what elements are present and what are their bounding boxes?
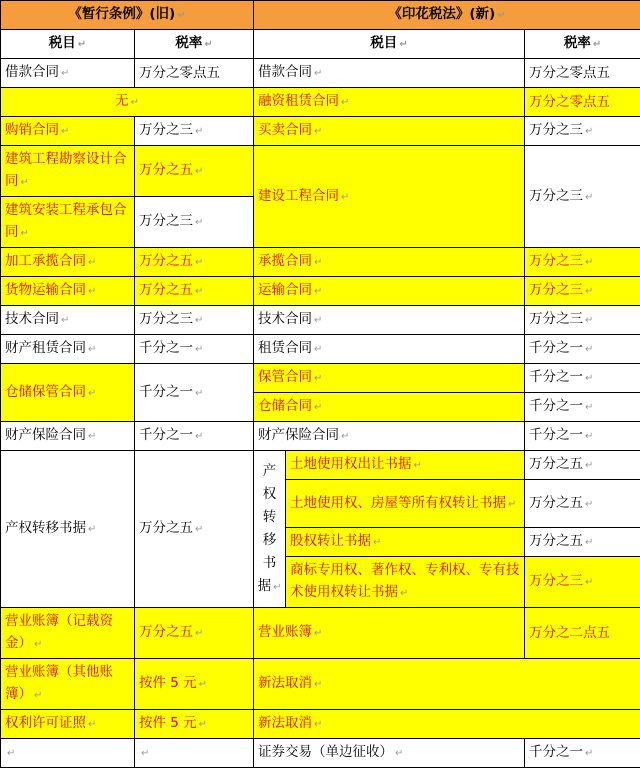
- old-rate-cell: 按件 5 元 ↵: [135, 659, 254, 710]
- new-rate-cell: 万分之二点五: [525, 608, 640, 659]
- new-item-cell: 证券交易（单边征收） ↵: [254, 739, 525, 768]
- old-rate-header: 税率 ↵: [135, 30, 254, 59]
- old-rate-cell: 万分之三 ↵: [135, 197, 254, 248]
- old-rate-cell: 万分之五 ↵: [135, 277, 254, 306]
- old-law-title: 《暂行条例》(旧) ↵: [1, 1, 254, 30]
- table-row: [1, 88, 640, 117]
- new-item-cell: 运输合同 ↵: [254, 277, 525, 306]
- old-rate-cell: 千分之一 ↵: [135, 335, 254, 364]
- table-row: [1, 659, 640, 710]
- old-rate-cell: 万分之三 ↵: [135, 117, 254, 146]
- new-item-cell: 融资租赁合同 ↵: [254, 88, 525, 117]
- old-item-cell: 仓储保管合同 ↵: [1, 364, 135, 422]
- column-header-row: [1, 30, 640, 59]
- new-rate-cell: 万分之三 ↵: [525, 306, 640, 335]
- old-rate-cell: 万分之零点五: [135, 59, 254, 88]
- old-item-cell: 借款合同 ↵: [1, 59, 135, 88]
- old-rate-cell: 千分之一 ↵: [135, 364, 254, 422]
- old-item-cell: 技术合同 ↵: [1, 306, 135, 335]
- new-item-cell: 借款合同 ↵: [254, 59, 525, 88]
- old-item-cell: 权利许可证照 ↵: [1, 710, 135, 739]
- table-row: [1, 117, 640, 146]
- table-row: [1, 451, 640, 480]
- old-item-cell: 货物运输合同 ↵: [1, 277, 135, 306]
- old-item-cell: 购销合同 ↵: [1, 117, 135, 146]
- new-rate-cell: 万分之三 ↵: [525, 117, 640, 146]
- new-item-cell: 新法取消 ↵: [254, 710, 640, 739]
- table-row: [1, 146, 640, 197]
- new-item-cell: 仓储合同 ↵: [254, 393, 525, 422]
- new-item-cell: 股权转让书据 ↵: [286, 528, 525, 557]
- old-item-cell: 产权转移书据 ↵: [1, 451, 135, 608]
- new-rate-cell: 千分之一 ↵: [525, 422, 640, 451]
- old-item-cell: 财产租赁合同 ↵: [1, 335, 135, 364]
- new-rate-cell: 万分之三 ↵: [525, 557, 640, 608]
- table-row: [1, 248, 640, 277]
- old-item-cell: 加工承揽合同 ↵: [1, 248, 135, 277]
- old-item-cell: 建筑安装工程承包合同 ↵: [1, 197, 135, 248]
- old-rate-cell: 千分之一 ↵: [135, 422, 254, 451]
- new-rate-cell: 千分之一 ↵: [525, 364, 640, 393]
- new-item-cell: 租赁合同 ↵: [254, 335, 525, 364]
- new-item-cell: 建设工程合同 ↵: [254, 146, 525, 248]
- table-row: [1, 739, 640, 768]
- old-rate-cell: ↵: [135, 739, 254, 768]
- new-item-cell: 财产保险合同 ↵: [254, 422, 525, 451]
- new-rate-cell: 千分之一 ↵: [525, 335, 640, 364]
- property-transfer-group-label: 产 权 转 移 书 据 ↵: [254, 451, 286, 608]
- table-row: [1, 364, 640, 393]
- table-row: [1, 710, 640, 739]
- old-rate-cell: 按件 5 元 ↵: [135, 710, 254, 739]
- new-item-cell: 土地使用权、房屋等所有权转让书据 ↵: [286, 480, 525, 528]
- old-item-cell: 财产保险合同 ↵: [1, 422, 135, 451]
- new-item-cell: 保管合同 ↵: [254, 364, 525, 393]
- old-item-header: 税目 ↵: [1, 30, 135, 59]
- old-rate-cell: 万分之三 ↵: [135, 306, 254, 335]
- title-row: [1, 1, 640, 30]
- new-rate-cell: 万分之零点五: [525, 88, 640, 117]
- old-item-cell: ↵: [1, 739, 135, 768]
- table-row: [1, 306, 640, 335]
- new-item-cell: 技术合同 ↵: [254, 306, 525, 335]
- table-row: [1, 59, 640, 88]
- old-rate-cell: 万分之五 ↵: [135, 608, 254, 659]
- new-item-cell: 商标专用权、著作权、专利权、专有技术使用权转让书据 ↵: [286, 557, 525, 608]
- old-item-cell: 建筑工程勘察设计合同 ↵: [1, 146, 135, 197]
- new-rate-cell: 万分之五 ↵: [525, 480, 640, 528]
- old-rate-cell: 万分之五 ↵: [135, 146, 254, 197]
- table-row: [1, 422, 640, 451]
- new-law-title: 《印花税法》(新) ↵: [254, 1, 640, 30]
- new-item-cell: 承揽合同 ↵: [254, 248, 525, 277]
- new-rate-cell: 万分之五 ↵: [525, 451, 640, 480]
- new-rate-header: 税率 ↵: [525, 30, 640, 59]
- old-item-cell: 营业账簿（记载资金） ↵: [1, 608, 135, 659]
- new-rate-cell: 千分之一 ↵: [525, 739, 640, 768]
- new-rate-cell: 万分之五 ↵: [525, 528, 640, 557]
- new-item-cell: 买卖合同 ↵: [254, 117, 525, 146]
- new-item-cell: 营业账簿 ↵: [254, 608, 525, 659]
- new-rate-cell: 万分之三 ↵: [525, 248, 640, 277]
- new-rate-cell: 万分之三 ↵: [525, 277, 640, 306]
- table-row: [1, 608, 640, 659]
- old-rate-cell: 万分之五 ↵: [135, 451, 254, 608]
- old-item-cell: 无 ↵: [1, 88, 254, 117]
- new-item-cell: 土地使用权出让书据 ↵: [286, 451, 525, 480]
- new-rate-cell: 万分之三 ↵: [525, 146, 640, 248]
- table-row: [1, 277, 640, 306]
- new-item-cell: 新法取消 ↵: [254, 659, 640, 710]
- table-row: [1, 335, 640, 364]
- new-rate-cell: 万分之零点五: [525, 59, 640, 88]
- old-rate-cell: 万分之五 ↵: [135, 248, 254, 277]
- new-rate-cell: 千分之一 ↵: [525, 393, 640, 422]
- old-item-cell: 营业账簿（其他账簿） ↵: [1, 659, 135, 710]
- new-item-header: 税目 ↵: [254, 30, 525, 59]
